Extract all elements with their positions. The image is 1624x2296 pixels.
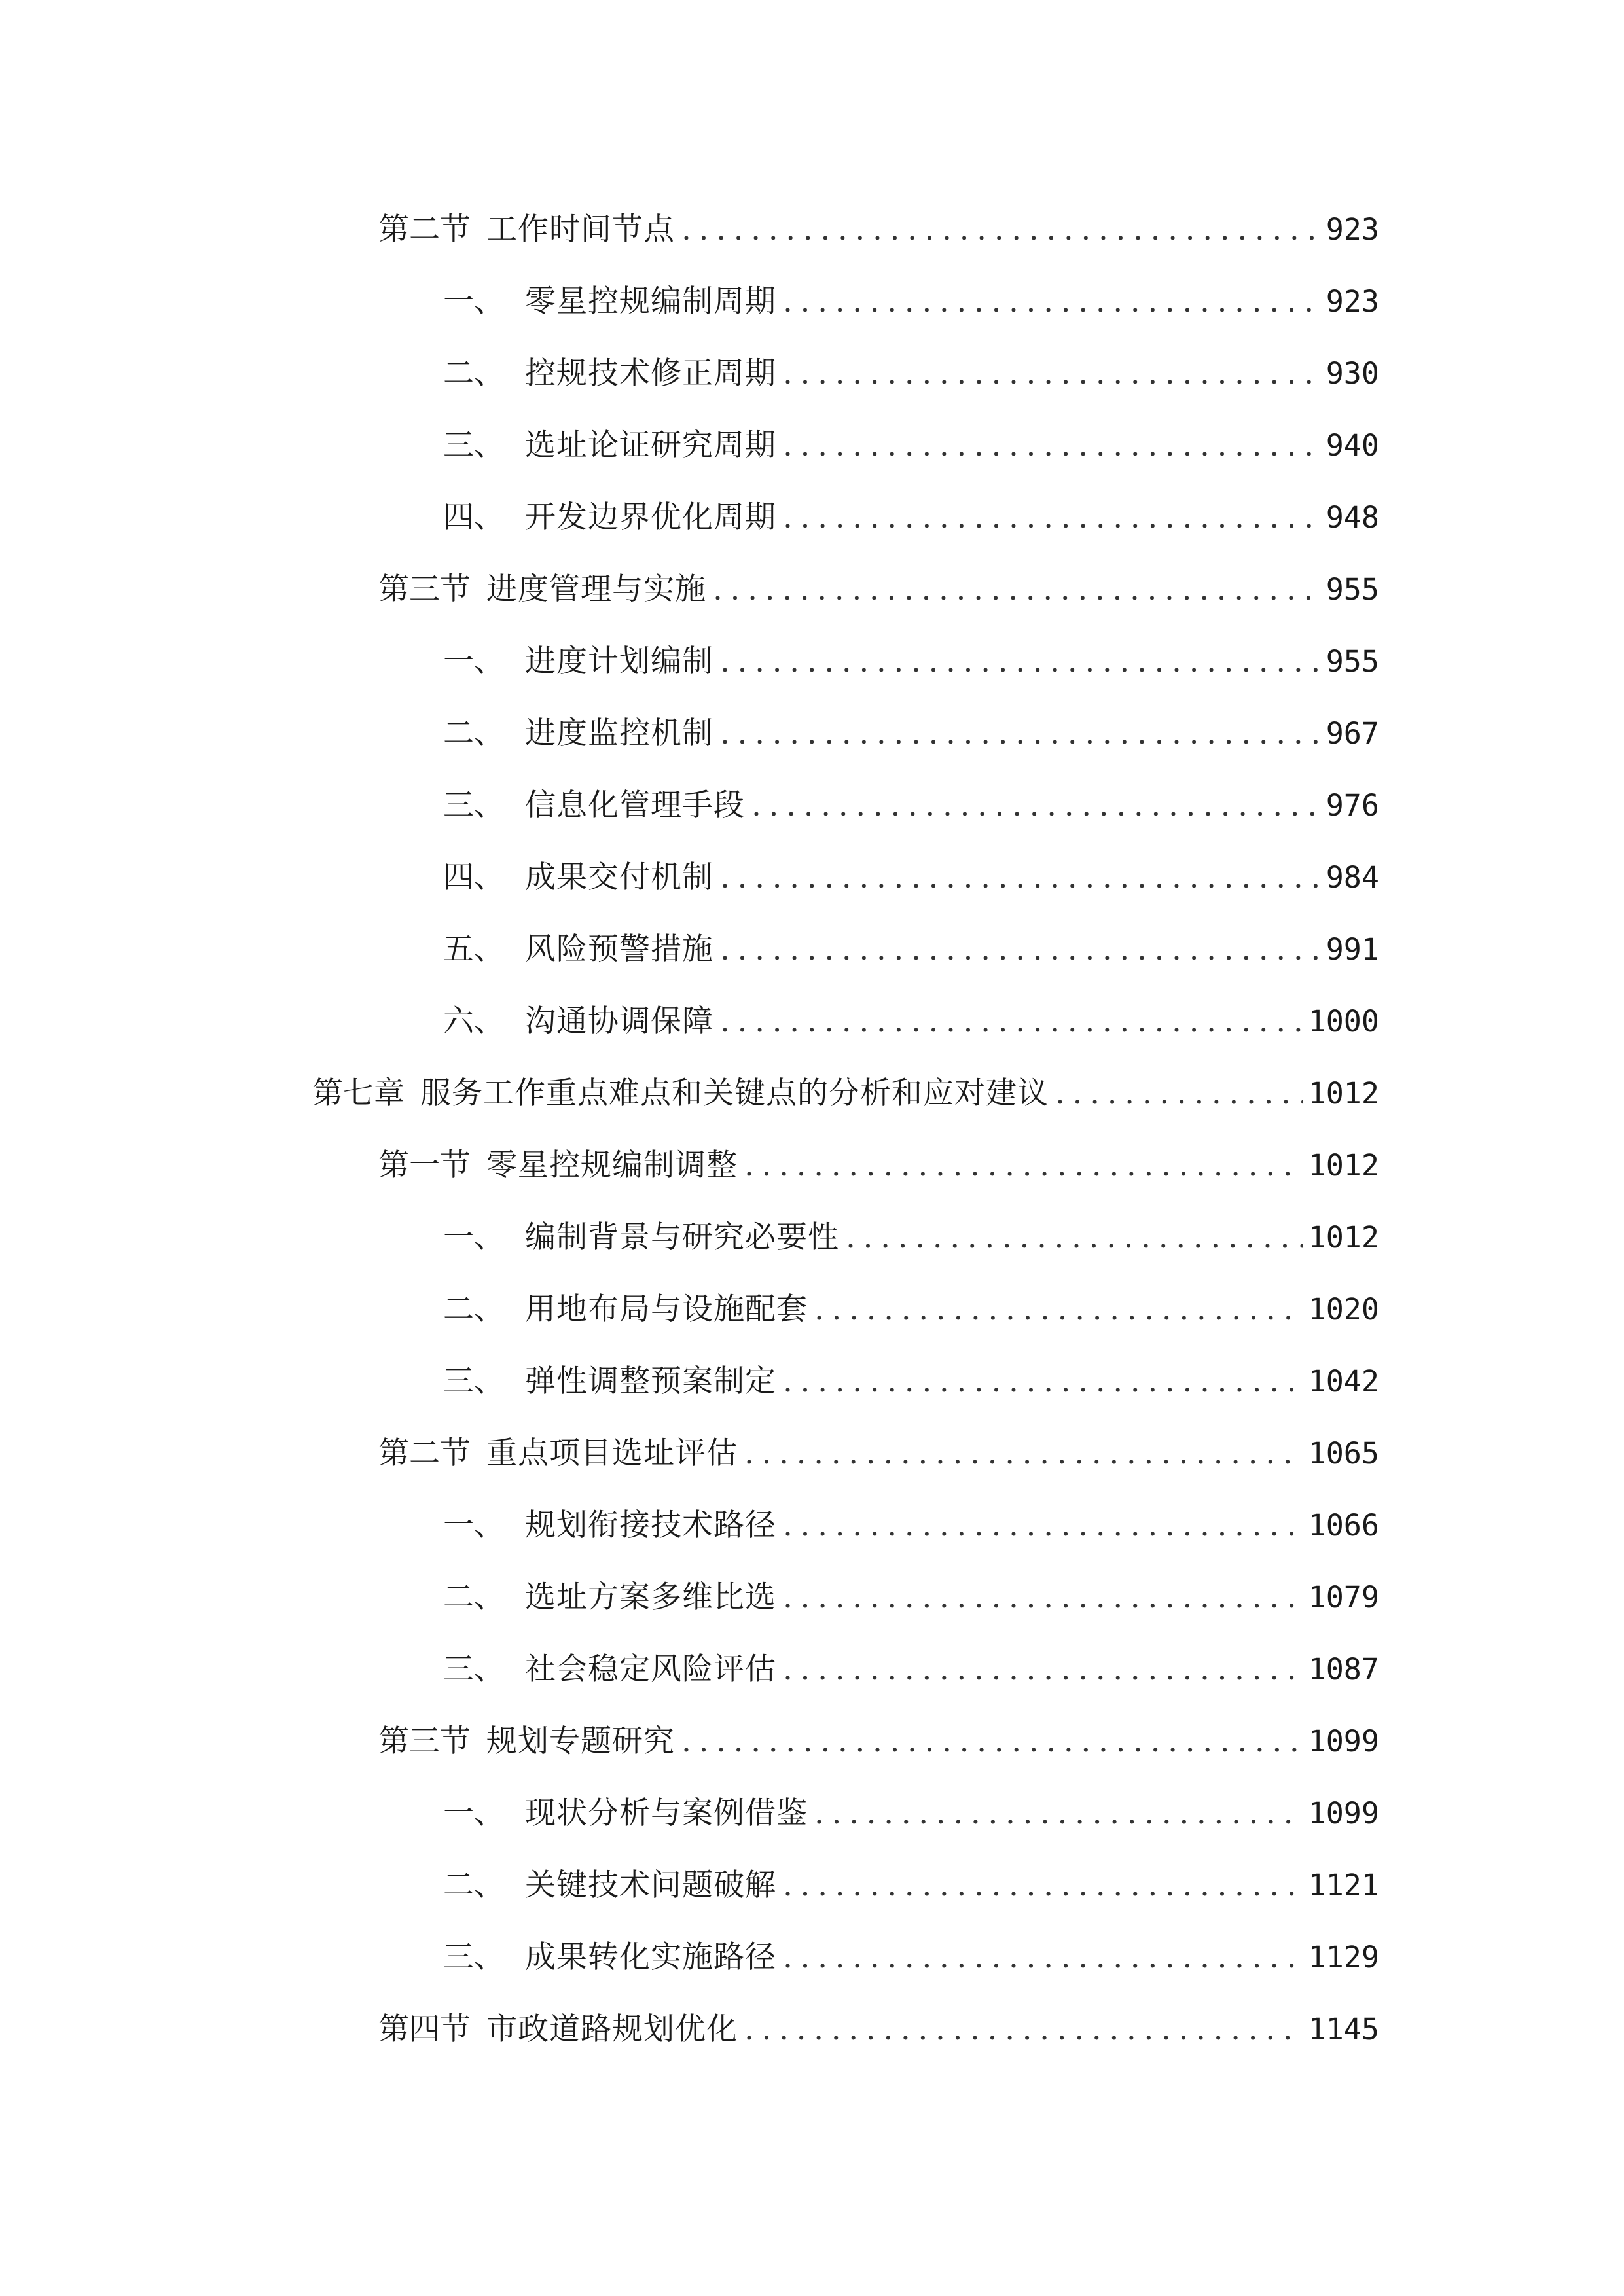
dot-leader — [744, 1139, 1303, 1192]
entry-page-number: 955 — [1326, 572, 1379, 607]
entry-prefix: 三、 — [443, 1939, 505, 1975]
entry-page-number: 1145 — [1308, 2012, 1379, 2047]
entry-title: 工作时间节点 — [486, 211, 675, 247]
entry-page-number: 1079 — [1308, 1580, 1379, 1615]
entry-page-number: 948 — [1326, 500, 1379, 535]
dot-leader — [720, 852, 1321, 904]
dot-leader — [783, 492, 1321, 544]
dot-leader — [783, 1643, 1303, 1696]
entry-page-number: 1121 — [1308, 1868, 1379, 1903]
entry-title: 沟通协调保障 — [525, 1003, 713, 1039]
entry-page-number: 923 — [1326, 212, 1379, 247]
entry-page-number: 923 — [1326, 284, 1379, 319]
dot-leader — [846, 1211, 1303, 1264]
entry-title: 社会稳定风险评估 — [525, 1651, 776, 1687]
toc-entry-item[interactable] — [443, 1571, 1379, 1624]
dot-leader — [814, 1283, 1303, 1336]
toc-entry-section[interactable] — [378, 1715, 1379, 1768]
entry-page-number: 930 — [1326, 356, 1379, 391]
dot-leader — [783, 1859, 1303, 1912]
entry-prefix: 三、 — [443, 427, 505, 463]
toc-entry-item[interactable] — [443, 1643, 1379, 1696]
entry-prefix: 一、 — [443, 643, 505, 679]
entry-title: 成果交付机制 — [525, 859, 713, 895]
entry-page-number: 1012 — [1308, 1220, 1379, 1255]
toc-entry-section[interactable] — [378, 1427, 1379, 1480]
entry-prefix: 第三节 — [378, 571, 471, 607]
toc-entry-item[interactable] — [443, 420, 1379, 472]
entry-prefix: 三、 — [443, 1363, 505, 1399]
entry-title: 弹性调整预案制定 — [525, 1363, 776, 1399]
dot-leader — [720, 636, 1321, 688]
entry-page-number: 967 — [1326, 716, 1379, 751]
entry-title: 信息化管理手段 — [525, 787, 745, 823]
dot-leader — [751, 780, 1321, 832]
entry-prefix: 第一节 — [378, 1147, 471, 1183]
entry-title: 零星控规编制周期 — [525, 283, 776, 319]
entry-title: 编制背景与研究必要性 — [525, 1219, 839, 1255]
entry-title: 零星控规编制调整 — [486, 1147, 738, 1183]
entry-prefix: 第四节 — [378, 2011, 471, 2047]
entry-title: 关键技术问题破解 — [525, 1867, 776, 1903]
entry-page-number: 1099 — [1308, 1796, 1379, 1831]
toc-entry-item[interactable] — [443, 1283, 1379, 1336]
dot-leader — [744, 1427, 1303, 1480]
entry-page-number: 1065 — [1308, 1436, 1379, 1471]
entry-page-number: 1012 — [1308, 1148, 1379, 1183]
toc-entry-item[interactable] — [443, 852, 1379, 904]
toc-entry-section[interactable] — [378, 2003, 1379, 2056]
entry-prefix: 第七章 — [312, 1075, 405, 1111]
toc-entry-section[interactable] — [378, 1139, 1379, 1192]
dot-leader — [720, 924, 1321, 976]
toc-entry-item[interactable] — [443, 1211, 1379, 1264]
entry-prefix: 二、 — [443, 1867, 505, 1903]
toc-entry-section[interactable] — [378, 204, 1379, 256]
entry-prefix: 第二节 — [378, 211, 471, 247]
dot-leader — [814, 1787, 1303, 1840]
entry-prefix: 六、 — [443, 1003, 505, 1039]
entry-prefix: 二、 — [443, 715, 505, 751]
entry-prefix: 三、 — [443, 1651, 505, 1687]
entry-title: 规划衔接技术路径 — [525, 1507, 776, 1543]
entry-prefix: 二、 — [443, 355, 505, 391]
entry-title: 选址论证研究周期 — [525, 427, 776, 463]
toc-entry-item[interactable] — [443, 636, 1379, 688]
entry-title: 进度监控机制 — [525, 715, 713, 751]
entry-page-number: 1042 — [1308, 1364, 1379, 1399]
dot-leader — [783, 420, 1321, 472]
entry-page-number: 1087 — [1308, 1652, 1379, 1687]
entry-prefix: 四、 — [443, 859, 505, 895]
entry-prefix: 二、 — [443, 1579, 505, 1615]
dot-leader — [783, 1355, 1303, 1408]
entry-page-number: 1066 — [1308, 1508, 1379, 1543]
entry-title: 成果转化实施路径 — [525, 1939, 776, 1975]
entry-page-number: 991 — [1326, 932, 1379, 967]
toc-entry-item[interactable] — [443, 780, 1379, 832]
dot-leader — [783, 1571, 1303, 1624]
entry-prefix: 五、 — [443, 931, 505, 967]
dot-leader — [713, 564, 1321, 616]
entry-title: 重点项目选址评估 — [486, 1435, 738, 1471]
dot-leader — [783, 1931, 1303, 1984]
entry-page-number: 984 — [1326, 860, 1379, 895]
entry-prefix: 一、 — [443, 1507, 505, 1543]
toc-entry-chapter[interactable] — [312, 1067, 1379, 1120]
dot-leader — [783, 348, 1321, 400]
dot-leader — [720, 996, 1303, 1048]
entry-prefix: 第三节 — [378, 1723, 471, 1759]
toc-entry-item[interactable] — [443, 1931, 1379, 1984]
entry-title: 开发边界优化周期 — [525, 499, 776, 535]
entry-page-number: 976 — [1326, 788, 1379, 823]
entry-page-number: 1000 — [1308, 1004, 1379, 1039]
entry-prefix: 四、 — [443, 499, 505, 535]
toc-entry-item[interactable] — [443, 348, 1379, 400]
entry-title: 风险预警措施 — [525, 931, 713, 967]
dot-leader — [681, 1715, 1303, 1768]
toc-entry-item[interactable] — [443, 1787, 1379, 1840]
toc-entry-item[interactable] — [443, 1499, 1379, 1552]
entry-page-number: 940 — [1326, 428, 1379, 463]
entry-page-number: 1099 — [1308, 1724, 1379, 1759]
entry-prefix: 第二节 — [378, 1435, 471, 1471]
toc-entry-item[interactable] — [443, 924, 1379, 976]
dot-leader — [783, 276, 1321, 328]
entry-page-number: 1012 — [1308, 1076, 1379, 1111]
entry-title: 进度管理与实施 — [486, 571, 706, 607]
entry-prefix: 一、 — [443, 1219, 505, 1255]
toc-entry-item[interactable] — [443, 492, 1379, 544]
entry-prefix: 一、 — [443, 1795, 505, 1831]
entry-prefix: 二、 — [443, 1291, 505, 1327]
entry-title: 控规技术修正周期 — [525, 355, 776, 391]
entry-prefix: 三、 — [443, 787, 505, 823]
toc-entry-item[interactable] — [443, 1355, 1379, 1408]
toc-entry-item[interactable] — [443, 1859, 1379, 1912]
dot-leader — [744, 2003, 1303, 2056]
dot-leader — [783, 1499, 1303, 1552]
entry-page-number: 1020 — [1308, 1292, 1379, 1327]
dot-leader — [1055, 1067, 1303, 1120]
toc-entry-item[interactable] — [443, 276, 1379, 328]
toc-entry-item[interactable] — [443, 996, 1379, 1048]
entry-title: 选址方案多维比选 — [525, 1579, 776, 1615]
entry-page-number: 955 — [1326, 644, 1379, 679]
entry-title: 用地布局与设施配套 — [525, 1291, 808, 1327]
toc-entry-item[interactable] — [443, 708, 1379, 760]
entry-title: 进度计划编制 — [525, 643, 713, 679]
entry-title: 服务工作重点难点和关键点的分析和应对建议 — [420, 1075, 1049, 1111]
entry-title: 市政道路规划优化 — [486, 2011, 738, 2047]
dot-leader — [720, 708, 1321, 760]
dot-leader — [681, 204, 1321, 256]
entry-title: 规划专题研究 — [486, 1723, 675, 1759]
entry-title: 现状分析与案例借鉴 — [525, 1795, 808, 1831]
toc-entry-section[interactable] — [378, 564, 1379, 616]
entry-page-number: 1129 — [1308, 1940, 1379, 1975]
entry-prefix: 一、 — [443, 283, 505, 319]
